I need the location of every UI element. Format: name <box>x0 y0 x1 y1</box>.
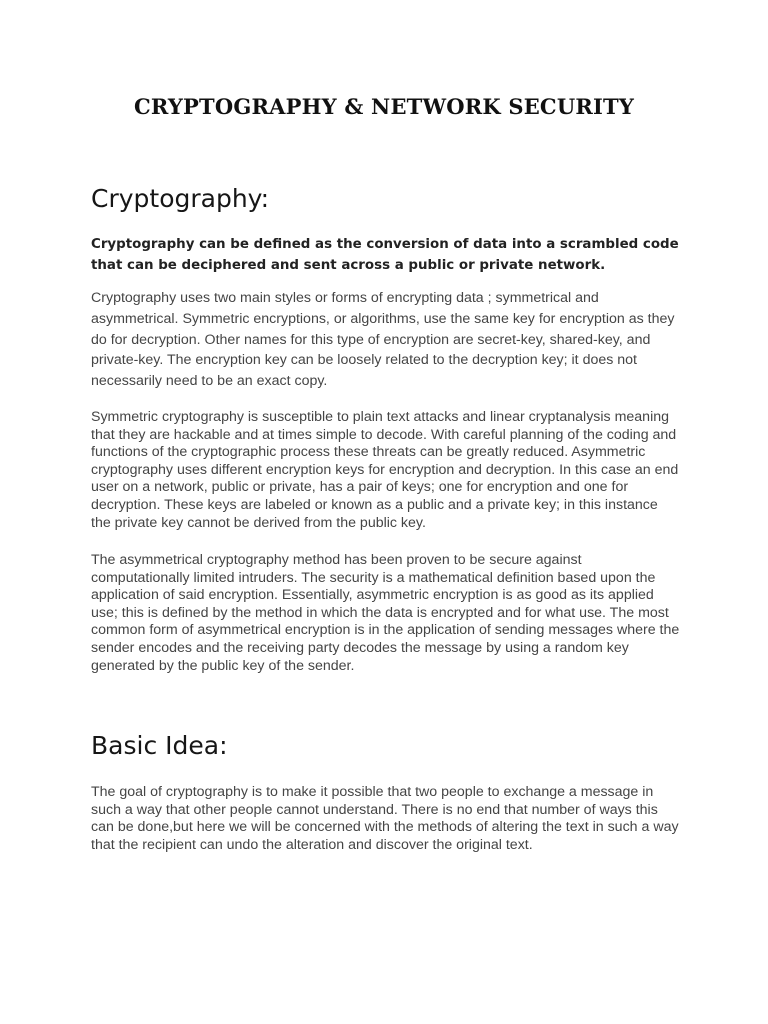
paragraph-encryption-styles: Cryptography uses two main styles or forms of encrypting data ; symmetrical and asymmetrical. Symmetric encryptions, or algorithms, use the same key for encryption as they do for decryption. Other names for this type of encryption are secret-key, shared-key, and private-key. The encryption key can be loosely related to the decryption key; it does not necessarily need to be an exact copy. <box>91 290 675 390</box>
paragraph-symmetric-cryptography: Symmetric cryptography is susceptible to plain text attacks and linear cryptanalysis meaning that they are hackable and at times simple to decode. With careful planning of the coding and functions of the cryptographic process these threats can be greatly reduced. Asymmetric cryptography uses different encryption keys for encryption and decryption. In this case an end user on a network, public or private, has a pair of keys; one for encryption and one for decryption. These keys are labeled or known as a public and a private key; in this instance the private key cannot be derived from the public key. <box>91 409 679 531</box>
document-title: CRYPTOGRAPHY & NETWORK SECURITY <box>133 94 635 119</box>
section-heading-cryptography: Cryptography: <box>91 184 270 213</box>
section-heading-basic-idea: Basic Idea: <box>91 731 228 760</box>
cryptography-definition: Cryptography can be defined as the conversion of data into a scrambled code that can be deciphered and sent across a public or private network. <box>91 237 679 273</box>
paragraph-asymmetric-cryptography: The asymmetrical cryptography method has been proven to be secure against computationally limited intruders. The security is a mathematical definition based upon the application of said encryption. Essentially, asymmetric encryption is as good as its applied use; this is defined by the method in which the data is encrypted and for what use. The most common form of asymmetrical encryption is in the application of sending messages where the sender encodes and the receiving party decodes the message by using a random key generated by the public key of the sender. <box>91 552 680 674</box>
paragraph-basic-idea: The goal of cryptography is to make it possible that two people to exchange a message in such a way that other people cannot understand. There is no end that number of ways this can be done,but here we will be concerned with the methods of altering the text in such a way that the recipient can undo the alteration and discover the original text. <box>91 784 679 853</box>
